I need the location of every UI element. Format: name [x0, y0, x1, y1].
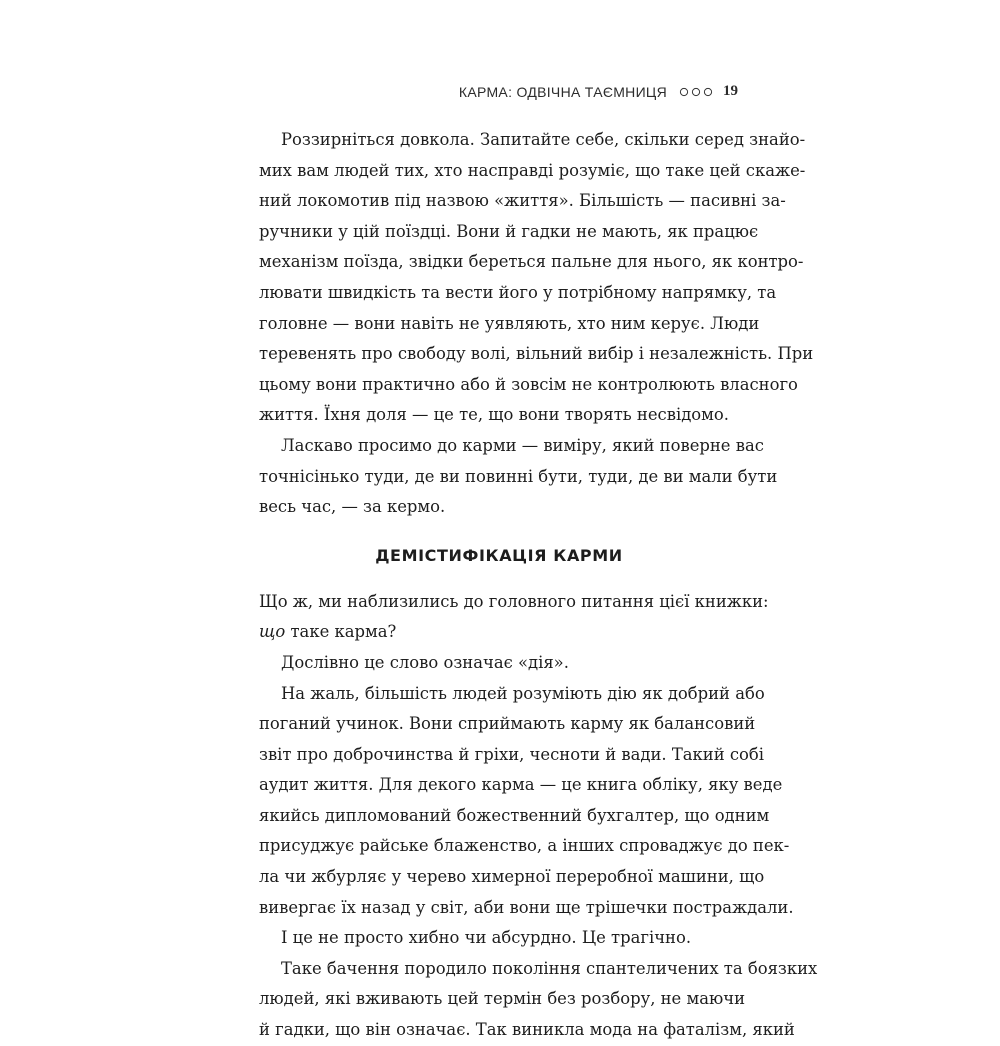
text-line: ла чи жбурляє у черево химерної переробної машини, що — [259, 867, 765, 887]
text-line: мих вам людей тих, хто насправді розуміє, що таке цей скаже- — [259, 160, 806, 180]
text-line: звіт про доброчинства й гріхи, чесноти й вади. Такий собі — [259, 744, 765, 764]
text-line: й гадки, що він означає. Так виникла мода на фаталізм, який — [259, 1020, 795, 1040]
text-fragment: таке карма? — [285, 622, 397, 642]
text-line: вивергає їх назад у світ, аби вони ще трішечки постраждали. — [259, 897, 794, 917]
text-line: Роззирніться довкола. Запитайте себе, скільки серед знайо- — [281, 130, 806, 149]
paragraph-4 — [259, 648, 739, 679]
text-line: На жаль, більшість людей розуміють дію як добрий або — [281, 683, 765, 703]
running-title: КАРМА: ОДВІЧНА ТАЄМНИЦЯ — [458, 83, 667, 100]
text-line: весь час, — за кермо. — [259, 497, 446, 517]
paragraph-5 — [259, 679, 794, 924]
paragraph-3 — [259, 587, 769, 648]
page-number: 19 — [723, 83, 738, 99]
three-circles-ornament-icon — [679, 87, 713, 97]
text-line: точнісінько туди, де ви повинні бути, туди, де ви мали бути — [259, 466, 778, 486]
running-head — [459, 83, 738, 100]
text-line: головне — вони навіть не уявляють, хто ним керує. Люди — [259, 313, 760, 333]
text-line-with-emphasis — [259, 617, 739, 648]
text-line: цьому вони практично або й зовсім не контролюють власного — [259, 374, 798, 394]
text-line: лювати швидкість та вести його у потрібному напрямку, та — [259, 282, 777, 302]
paragraph-2 — [259, 431, 778, 523]
text-line: Що ж, ми наблизились до головного питання цієї книжки: — [259, 591, 769, 611]
text-line: життя. Їхня доля — це те, що вони творять несвідомо. — [259, 405, 729, 425]
text-line: ручники у цій поїздці. Вони й гадки не мають, як працює — [259, 221, 759, 241]
text-line: Ласкаво просимо до карми — виміру, який поверне вас — [281, 435, 764, 455]
text-line: теревенять про свободу волі, вільний вибір і незалежність. При — [259, 344, 814, 364]
text-line: поганий учинок. Вони сприймають карму як балансовий — [259, 714, 756, 734]
section-heading: ДЕМІСТИФІКАЦІЯ КАРМИ — [375, 545, 623, 565]
text-line: присуджує райське блаженство, а інших спроваджує до пек- — [259, 836, 790, 856]
body-text — [259, 125, 818, 1046]
text-line: Дослівно це слово означає «дія». — [281, 652, 569, 672]
text-line: І це не просто хибно чи абсурдно. Це трагічно. — [281, 928, 692, 948]
text-line: якийсь дипломований божественний бухгалтер, що одним — [259, 805, 770, 825]
spacer — [259, 523, 739, 541]
text-line: аудит життя. Для декого карма — це книга обліку, яку веде — [259, 775, 783, 795]
text-line: Таке бачення породило покоління спантеличених та боязких — [281, 958, 818, 978]
emphasis-word: що — [259, 622, 286, 642]
text-line: ний локомотив під назвою «життя». Більшість — пасивні за- — [259, 191, 786, 211]
text-line: людей, які вживають цей термін без розбору, не маючи — [259, 989, 746, 1009]
paragraph-6 — [259, 923, 739, 954]
text-line: механізм поїзда, звідки береться пальне для нього, як контро- — [259, 252, 804, 272]
paragraph-1 — [259, 125, 814, 431]
